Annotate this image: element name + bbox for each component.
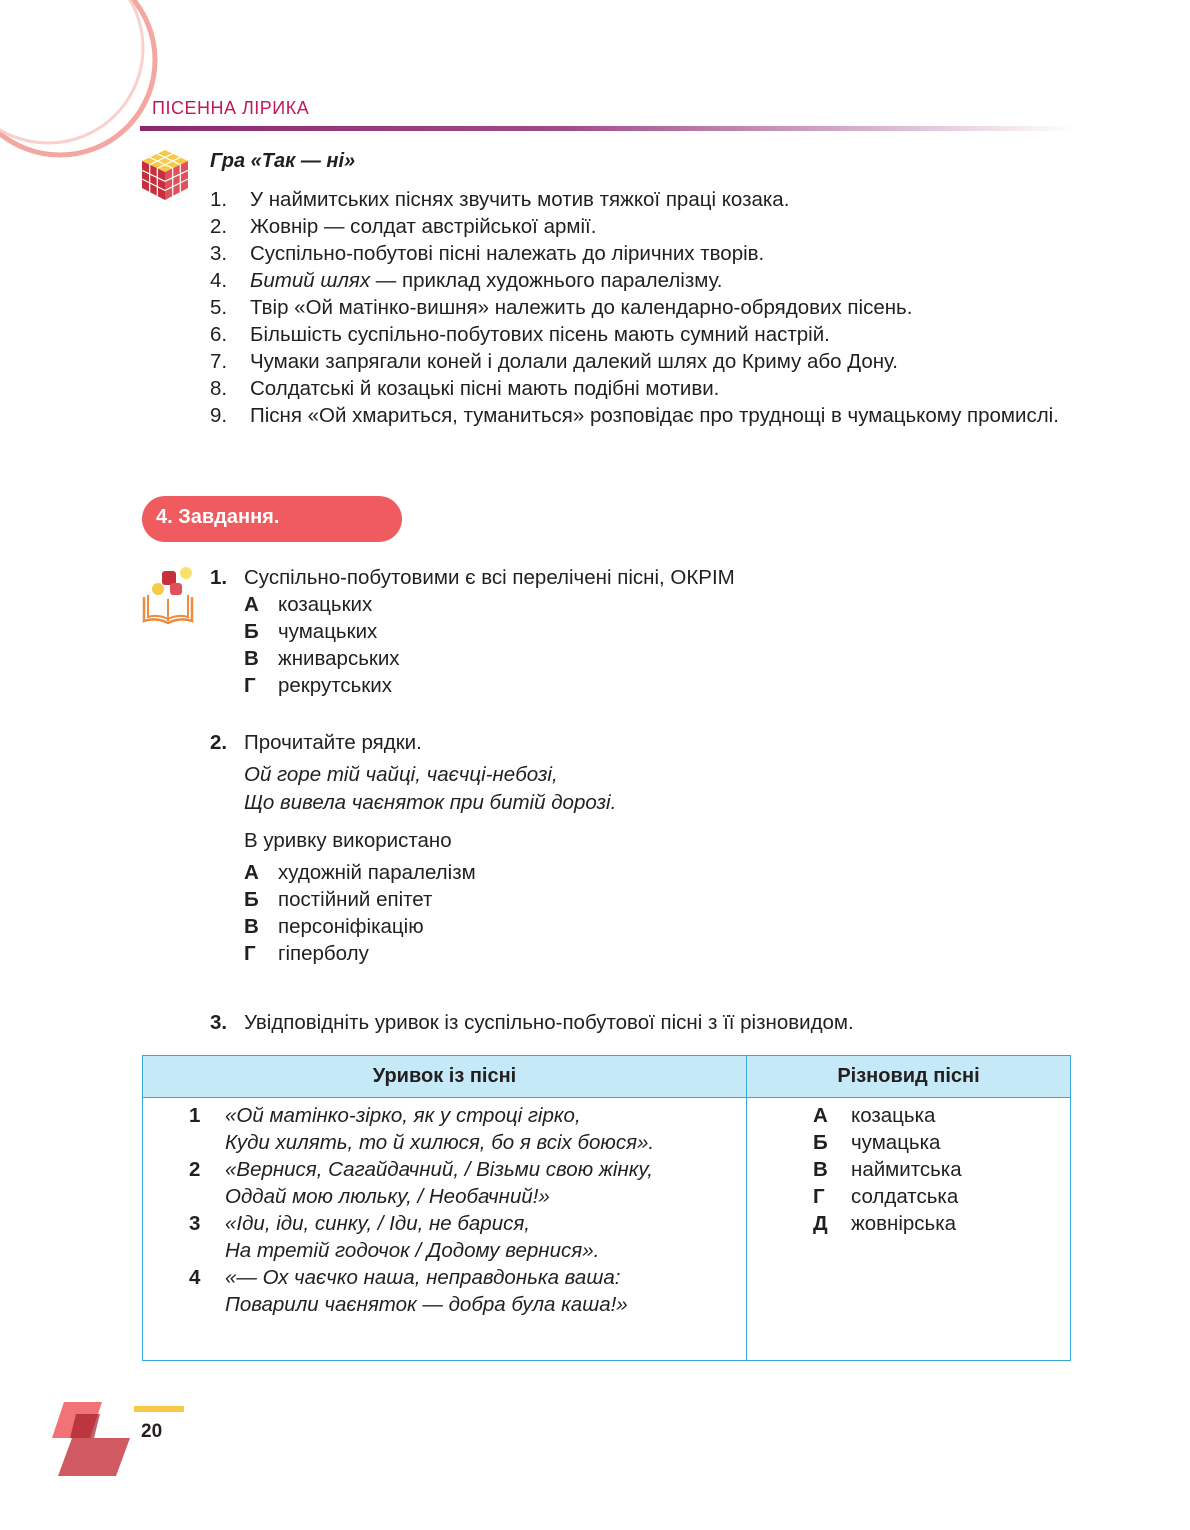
question-1: 1. Суспільно-побутовими є всі перелічені пісні, ОКРІМ xyxy=(210,566,735,589)
page-corner-decoration xyxy=(50,1400,190,1480)
option-item: Б чумацьких xyxy=(244,620,378,643)
section-title: ПІСЕННА ЛІРИКА xyxy=(152,98,310,118)
question-2-prompt: В уривку використано xyxy=(244,829,452,852)
column-header-fragment: Уривок із пісні xyxy=(143,1056,747,1097)
italic-term: Битий шлях xyxy=(250,269,371,292)
variant-item: Д жовнірська xyxy=(813,1212,957,1235)
option-item: В жниварських xyxy=(244,647,400,670)
variants-column xyxy=(747,1098,1070,1360)
option-item: Б постійний епітет xyxy=(244,888,433,911)
matching-table xyxy=(142,1055,1071,1361)
cube-icon xyxy=(140,148,190,202)
book-icon xyxy=(140,565,196,627)
option-item: А художній паралелізм xyxy=(244,861,476,884)
variant-item: Г солдатська xyxy=(813,1185,959,1208)
list-item: 2. Жовнір — солдат австрійської армії. xyxy=(210,215,597,238)
option-item: В персоніфікацію xyxy=(244,915,424,938)
list-item: 6. Більшість суспільно-побутових пісень мають сумний настрій. xyxy=(210,323,830,346)
game-title: Гра «Так — ні» xyxy=(210,150,356,172)
variant-item: В наймитська xyxy=(813,1158,962,1181)
variant-item: Б чумацька xyxy=(813,1131,941,1154)
question-3: 3. Увідповідніть уривок із суспільно-побутової пісні з її різновидом. xyxy=(210,1011,854,1034)
variant-item: А козацька xyxy=(813,1104,936,1127)
list-item: 5. Твір «Ой матінко-вишня» належить до календарно-обрядових пісень. xyxy=(210,296,913,319)
fragment-item: 4 «— Ох чаєчко наша, неправдонька ваша: Поварили чаєняток — добра була каша!» xyxy=(189,1266,628,1316)
poem-excerpt: Ой горе тій чайці, чаєчці-небозі, Що вивела чаєняток при битій дорозі. xyxy=(244,763,617,814)
table-body xyxy=(143,1098,1070,1360)
question-2-options xyxy=(244,859,476,967)
list-item: 9. Пісня «Ой хмариться, туманиться» розповідає про труднощі в чумацькому промислі. xyxy=(210,404,1059,427)
fragment-item: 2 «Вернися, Сагайдачний, / Візьми свою жінку, Оддай мою люльку, / Необачний!» xyxy=(189,1158,653,1208)
question-2: 2. Прочитайте рядки. xyxy=(210,731,422,754)
option-item: Г гіперболу xyxy=(244,942,369,965)
list-item: 3. Суспільно-побутові пісні належать до ліричних творів. xyxy=(210,242,765,265)
option-item: Г рекрутських xyxy=(244,674,392,697)
fragments-column xyxy=(143,1098,747,1360)
question-1-options xyxy=(244,591,400,699)
list-item: 4. Битий шлях — приклад художнього паралелізму. xyxy=(210,269,723,292)
option-item: А козацьких xyxy=(244,593,373,616)
fragment-item: 1 «Ой матінко-зірко, як у строці гірко, Куди хилять, то й хилюся, бо я всіх боюся». xyxy=(189,1104,655,1154)
list-item: 7. Чумаки запрягали коней і долали далекий шлях до Криму або Дону. xyxy=(210,350,898,373)
fragment-item: 3 «Іди, іди, синку, / Іди, не барися, На третій годочок / Додому вернися». xyxy=(189,1212,600,1262)
column-header-variant: Різновид пісні xyxy=(837,1065,980,1087)
table-header xyxy=(143,1056,1070,1098)
header-divider xyxy=(140,126,1075,131)
task-banner: 4. Завдання. xyxy=(142,496,402,542)
page-number: 20 xyxy=(141,1421,163,1442)
list-item: 1. У наймитських піснях звучить мотив тяжкої праці козака. xyxy=(210,188,790,211)
list-item: 8. Солдатські й козацькі пісні мають подібні мотиви. xyxy=(210,377,720,400)
game-list xyxy=(210,186,1080,429)
